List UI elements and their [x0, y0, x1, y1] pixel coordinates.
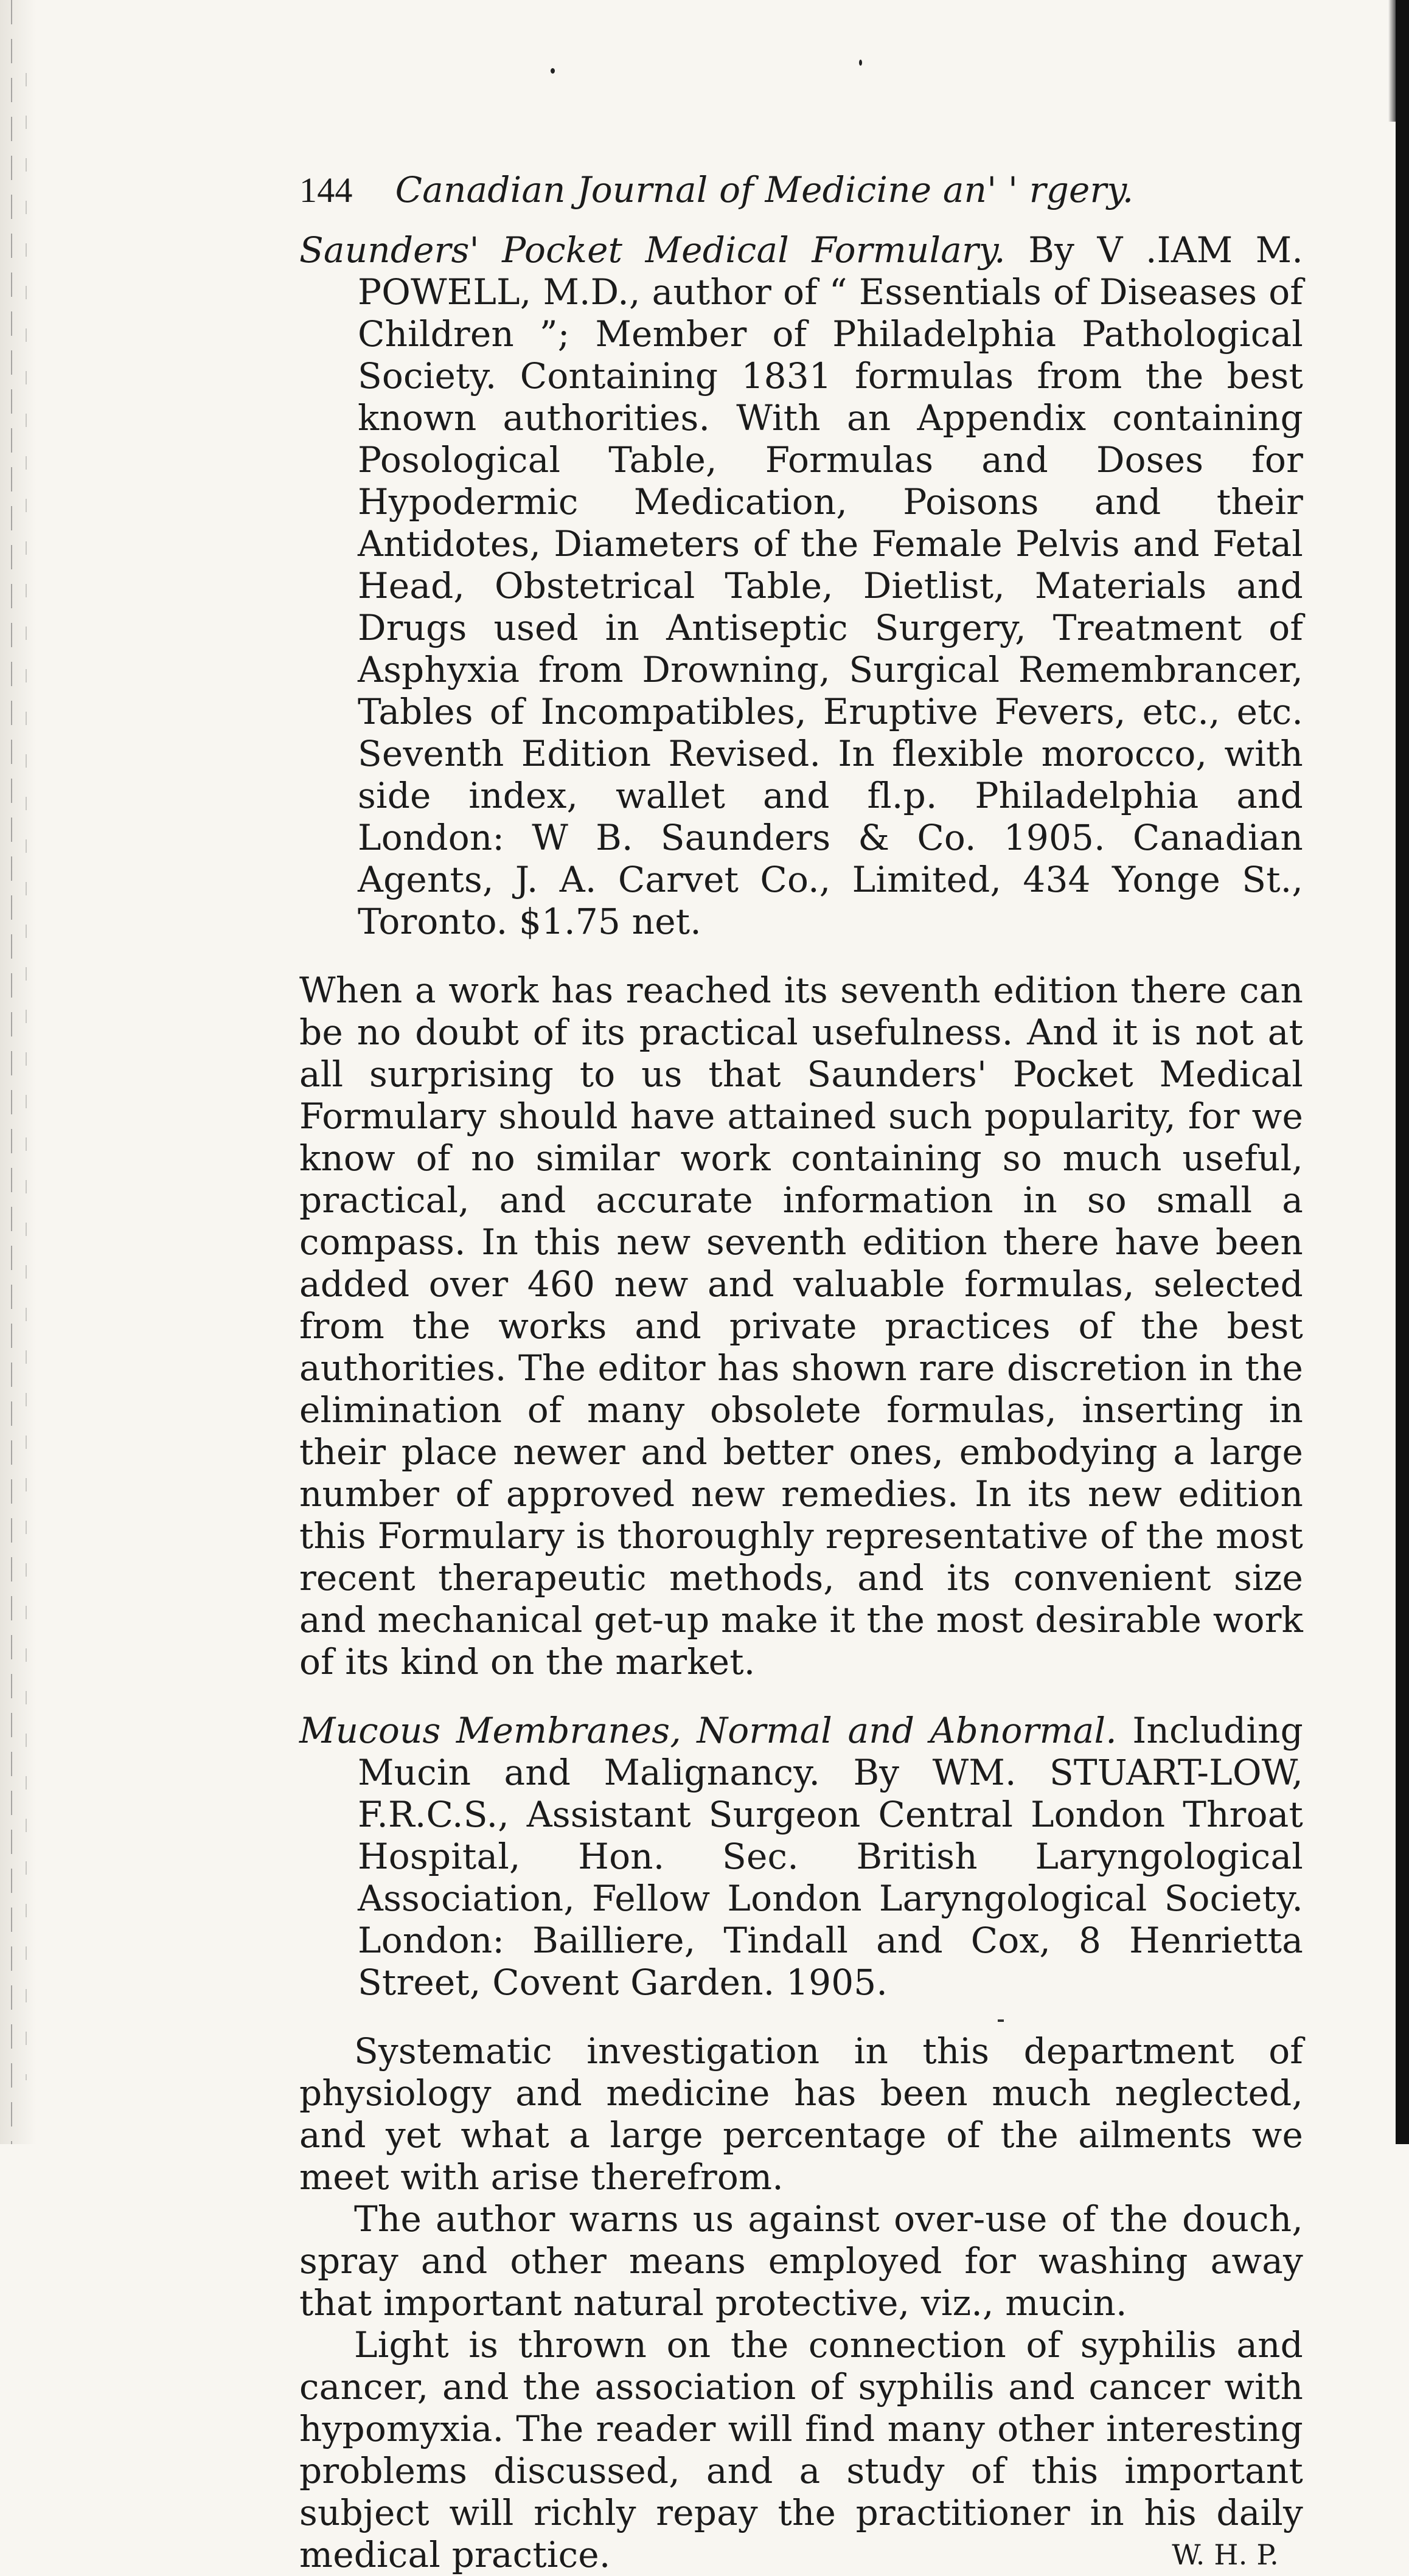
review-paragraph: Systematic investigation in this department of physiology and medicine has been much neglected, and yet what a large percentage of the ailments we meet with arise therefrom. [299, 2030, 1303, 2198]
book-title: Mucous Membranes, Normal and Abnormal. [299, 1710, 1117, 1751]
book-details: M.D., author of “ Essentials of Diseases of Children ”; Member of Philadelphia Pathological Society. Containing 1831 formulas from the best known authorities. With an Appendix containing Posological Table, Formulas and Doses for Hypodermic Medication, Poisons and their Antidotes, Diameters of the Female Pelvis and Fetal Head, Obstetrical Table, Dietlist, Materials and Drugs used in Antiseptic Surgery, Treatment of Asphyxia from Drowning, Surgical Remembrancer, Tables of Incompatibles, Eruptive Fevers, etc., etc. Seventh Edition Revised. In flexible morocco, with side index, wallet and fl.p. Philadelphia and London: W B. Saunders & Co. 1905. Canadian Agents, J. A. Carvet Co., Limited, 434 Yonge St., Toronto. $1.75 net. [358, 271, 1303, 942]
scan-artifact-line [26, 73, 27, 2080]
scan-left-margin [0, 0, 37, 2144]
footer-mark [998, 2019, 1004, 2022]
review-entry-heading [299, 229, 1303, 943]
author-name: .IAM M. POWELL, [358, 229, 1304, 313]
review-body: When a work has reached its seventh edition there can be no doubt of its practical usefulness. And it is not at all surprising to us that Saunders' Pocket Medical Formulary should have attained such popularity, for we know of no similar work containing so much useful, practical, and accurate information in so small a compass. In this new seventh edition there have been added over 460 new and valuable formulas, selected from the works and private practices of the best authorities. The editor has shown rare discretion in the elimination of many obsolete formulas, inserting in their place newer and better ones, embodying a large number of approved new remedies. In its new edition this Formulary is thoroughly representative of the most recent therapeutic methods, and its convenient size and mechanical get-up make it the most desirable work of its kind on the market. [299, 970, 1303, 1682]
review-entry-heading [299, 1710, 1303, 2004]
document-page [299, 169, 1303, 2576]
scan-artifact-line [11, 0, 12, 2144]
scan-right-edge-shadow [1388, 0, 1396, 122]
scan-right-edge [1396, 0, 1409, 2144]
scan-speck [551, 68, 555, 74]
review-paragraph-text: Light is thrown on the connection of syphilis and cancer, and the association of syphilis and cancer with hypomyxia. The reader will find many other interesting problems discussed, and a study of this important subject will richly repay the practitioner in his daily medical practice. [299, 2324, 1303, 2575]
scan-speck [859, 60, 862, 66]
book-details: F.R.C.S., Assistant Surgeon Central London Throat Hospital, Hon. Sec. British Laryngological Association, Fellow London Laryngological Society. London: Bailliere, Tindall and Cox, 8 Henrietta Street, Covent Garden. 1905. [358, 1794, 1303, 2003]
by-line: By V [1028, 229, 1123, 271]
journal-title: Canadian Journal of Medicine an' ' rgery. [395, 169, 1134, 210]
review-paragraph [299, 2324, 1303, 2576]
reviewer-signature: W. H. P. [1172, 2538, 1279, 2571]
running-head [299, 169, 1303, 211]
author-name: WM. STUART-LOW, [932, 1752, 1304, 1793]
page-number: 144 [299, 170, 353, 210]
book-intro: Including Mucin and Malignancy. By [358, 1710, 1304, 1793]
book-title: Saunders' Pocket Medical Formulary. [299, 229, 1006, 271]
review-paragraph: The author warns us against over-use of the douch, spray and other means employed for washing away that important natural protective, viz., mucin. [299, 2198, 1303, 2324]
